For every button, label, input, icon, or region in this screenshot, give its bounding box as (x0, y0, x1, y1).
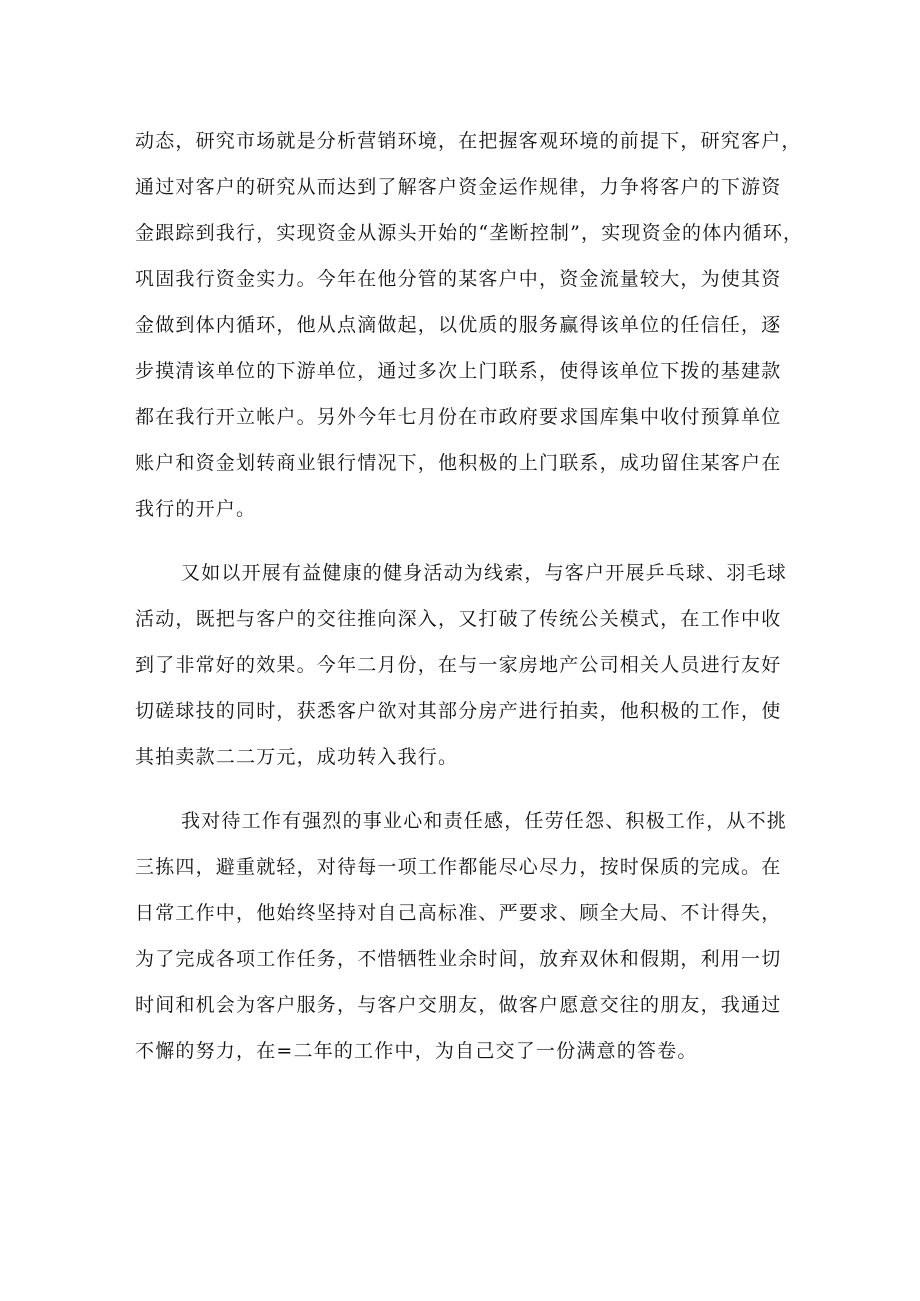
text-line: 通过对客户的研究从而达到了解客户资金运作规律，力争将客户的下游资 (135, 176, 782, 198)
text-line: 到了非常好的效果。今年二月份，在与一家房地产公司相关人员进行友好 (135, 654, 782, 676)
text-line: 巩固我行资金实力。今年在他分管的某客户中，资金流量较大，为使其资 (135, 268, 782, 290)
text-line: 不懈的努力，在=二年的工作中，为自己交了一份满意的答卷。 (135, 1040, 698, 1062)
text-line: 切磋球技的同时，获悉客户欲对其部分房产进行拍卖，他积极的工作，使 (135, 700, 782, 722)
text-line: 金跟踪到我行，实现资金从源头开始的“垄断控制”，实现资金的体内循环， (135, 222, 804, 244)
text-line: 为了完成各项工作任务，不惜牺牲业余时间，放弃双休和假期，利用一切 (135, 948, 782, 970)
text-line: 活动，既把与客户的交往推向深入，又打破了传统公关模式，在工作中收 (135, 608, 782, 630)
text-line: 金做到体内循环，他从点滴做起，以优质的服务赢得该单位的任信任，逐 (135, 314, 782, 336)
text-line: 我对待工作有强烈的事业心和责任感，任劳任怨、积极工作，从不挑 (181, 810, 788, 832)
text-line: 日常工作中，他始终坚持对自己高标准、严要求、顾全大局、不计得失， (135, 902, 782, 924)
text-line: 其拍卖款二二万元，成功转入我行。 (135, 746, 459, 768)
text-line: 动态，研究市场就是分析营销环境，在把握客观环境的前提下，研究客户， (135, 130, 802, 152)
text-line: 时间和机会为客户服务，与客户交朋友，做客户愿意交往的朋友，我通过 (135, 994, 782, 1016)
text-line: 都在我行开立帐户。另外今年七月份在市政府要求国库集中收付预算单位 (135, 406, 782, 428)
paragraph-2 (135, 550, 795, 780)
body-text (135, 118, 804, 1074)
paragraph-1 (135, 118, 804, 532)
text-line: 又如以开展有益健康的健身活动为线索，与客户开展乒乓球、羽毛球 (181, 562, 788, 584)
paragraph-3 (135, 798, 795, 1074)
paragraph-spacer (135, 780, 795, 798)
paragraph-spacer (135, 532, 795, 550)
text-line: 我行的开户。 (135, 498, 257, 520)
text-line: 步摸清该单位的下游单位，通过多次上门联系，使得该单位下拨的基建款 (135, 360, 782, 382)
text-line: 账户和资金划转商业银行情况下，他积极的上门联系，成功留住某客户在 (135, 452, 782, 474)
text-line: 三拣四，避重就轻，对待每一项工作都能尽心尽力，按时保质的完成。在 (135, 856, 782, 878)
